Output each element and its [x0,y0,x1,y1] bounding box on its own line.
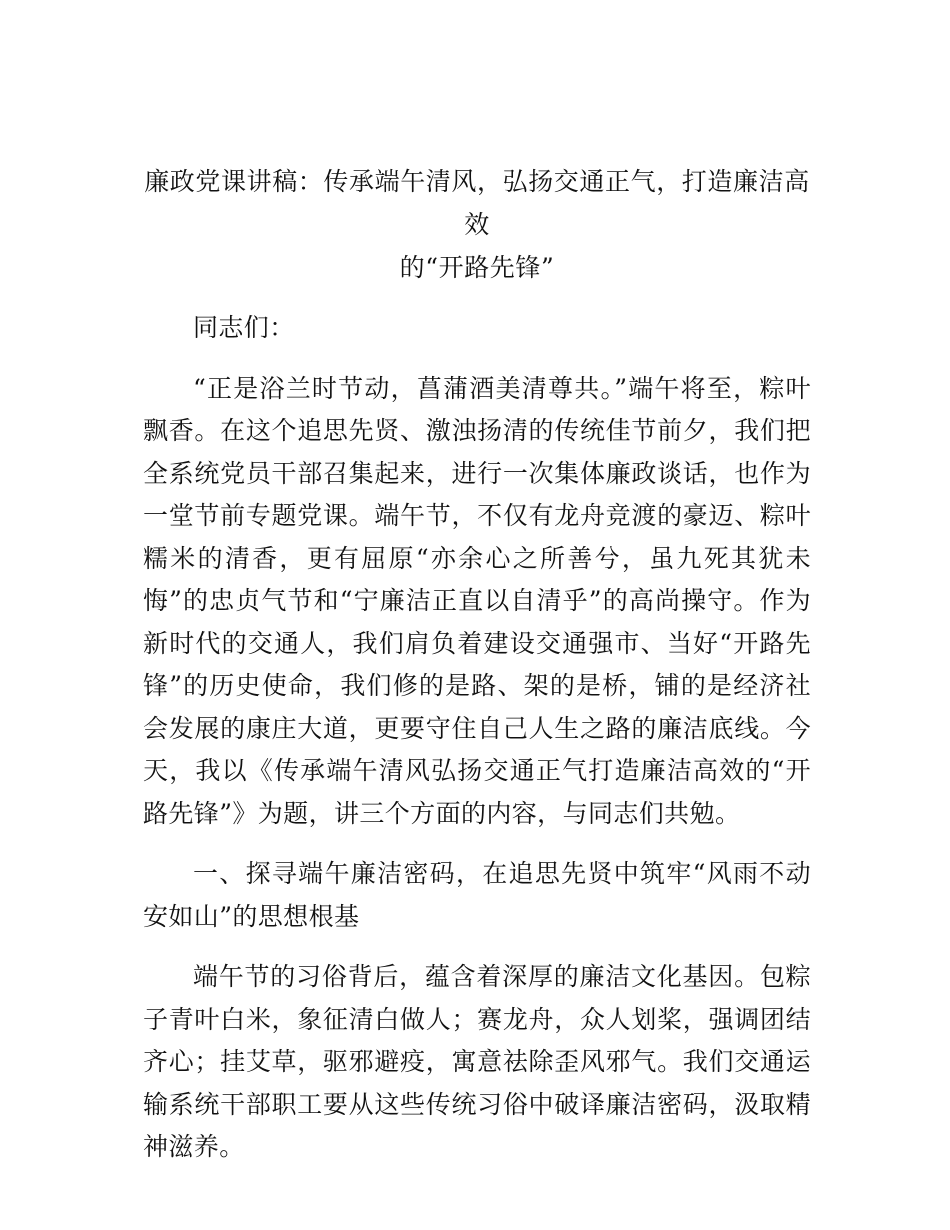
document-body [143,160,811,1169]
title-line-1: 廉政党课讲稿：传承端午清风，弘扬交通正气，打造廉洁高效 [144,167,810,239]
paragraph-intro: “正是浴兰时节动，菖蒲酒美清尊共。”端午将至，粽叶飘香。在这个追思先贤、激浊扬清的传统佳节前夕，我们把全系统党员干部召集起来，进行一次集体廉政谈话，也作为一堂节前专题党课。端午节，不仅有龙舟竞渡的豪迈、粽叶糯米的清香，更有屈原“亦余心之所善兮，虽九死其犹未悔”的忠贞气节和“宁廉洁正直以自清乎”的高尚操守。作为新时代的交通人，我们肩负着建设交通强市、当好“开路先锋”的历史使命，我们修的是路、架的是桥，铺的是经济社会发展的康庄大道，更要守住自己人生之路的廉洁底线。今天，我以《传承端午清风弘扬交通正气打造廉洁高效的“开路先锋”》为题，讲三个方面的内容，与同志们共勉。 [143,373,811,828]
section-heading-1: 一、探寻端午廉洁密码，在追思先贤中筑牢“风雨不动安如山”的思想根基 [143,859,811,931]
paragraph-section-1: 端午节的习俗背后，蕴含着深厚的廉洁文化基因。包粽子青叶白米，象征清白做人；赛龙舟，众人划桨，强调团结齐心；挂艾草，驱邪避疫，寓意祛除歪风邪气。我们交通运输系统干部职工要从这些传统习俗中破译廉洁密码，汲取精神滋养。 [143,962,811,1161]
title-line-2: 的“开路先锋” [399,253,555,282]
greeting: 同志们： [193,313,295,342]
document-title [143,160,811,289]
